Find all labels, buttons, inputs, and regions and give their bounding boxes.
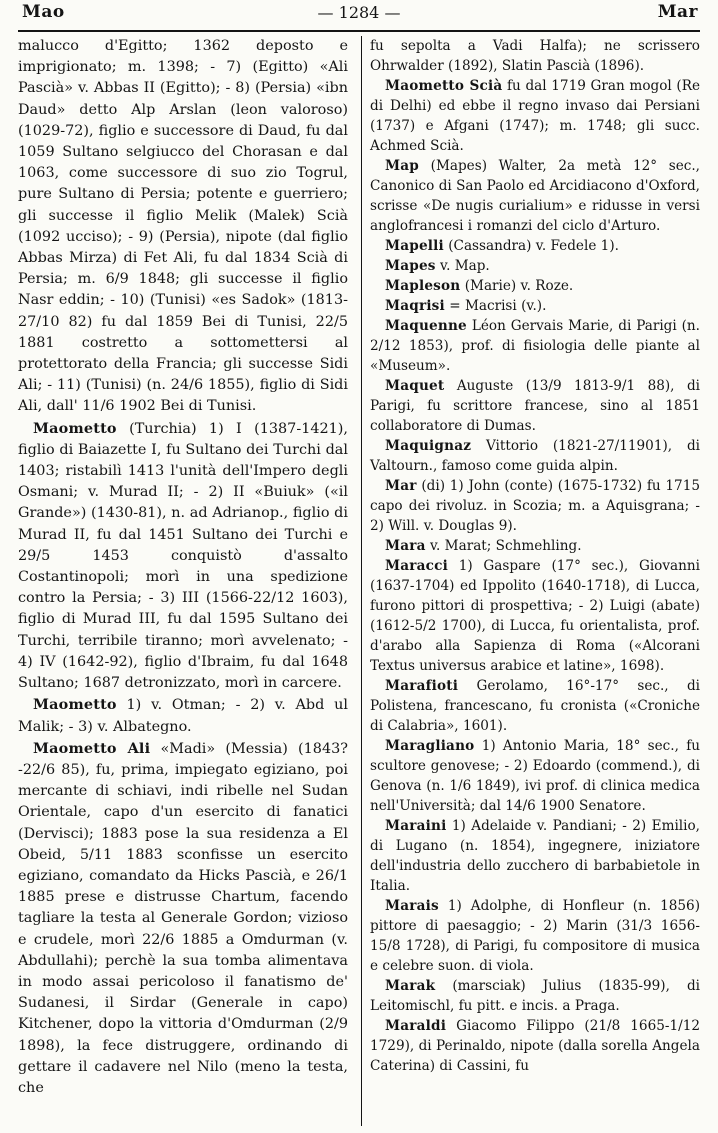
- entry-headword: Mapleson: [385, 278, 461, 294]
- entry-headword: Maquet: [385, 378, 445, 394]
- entry-headword: Maometto: [33, 696, 117, 714]
- entry-text: (Marie) v. Roze.: [464, 278, 574, 294]
- entry-marais: [370, 896, 700, 976]
- entry-headword: Marak: [385, 978, 436, 994]
- entry-headword: Marais: [385, 898, 439, 914]
- entry-text: Léon Gervais Marie, di Parigi (n. 2/12 1853), prof. di fisiologia delle piante al «Museum».: [370, 318, 701, 374]
- entry-headword: Marafioti: [385, 678, 459, 694]
- entry-marak: [370, 976, 700, 1016]
- entry-text: (Mapes) Walter, 2a metà 12° sec., Canonico di San Paolo ed Arcidiacono d'Oxford, scrisse «De nugis curialium» e ridusse in versi anglofrancesi i romanzi del ciclo d'Arturo.: [370, 158, 700, 234]
- entry-mara: [370, 536, 700, 556]
- entry-mapleson: [370, 276, 700, 296]
- entry-text: 1) Adolphe, di Honfleur (n. 1856) pittore di paesaggio; - 2) Marin (31/3 1656-15/8 1728), di Parigi, fu compositore di musica e celebre suon. di viola.: [370, 898, 700, 974]
- entry-maracci: [370, 556, 700, 676]
- page-header: [0, 0, 718, 30]
- entry-text: Vittorio (1821-27/11901), di Valtourn., famoso come guida alpin.: [370, 438, 700, 474]
- entry-headword: Mara: [385, 538, 426, 554]
- entry-text: 1) Adelaide v. Pandiani; - 2) Emilio, di Lugano (n. 1854), ingegnere, iniziatore dell'industria dello zucchero di barbabietole in Italia.: [370, 818, 701, 894]
- entry-headword: Maraini: [385, 818, 447, 834]
- left-column: [18, 36, 348, 1099]
- right-column: [370, 36, 700, 1076]
- entry-text: Giacomo Filippo (21/8 1665-1/12 1729), di Perinaldo, nipote (dalla sorella Angela Caterina) di Cassini, fu: [370, 1018, 700, 1074]
- entry-marafioti: [370, 676, 700, 736]
- header-rule: [18, 30, 700, 32]
- entry-headword: Maometto Scià: [385, 78, 503, 94]
- entry-maragliano: [370, 736, 700, 816]
- entry-maometto-turchia: [18, 418, 348, 695]
- header-right-keyword: Mar: [657, 2, 698, 22]
- entry-text: 1) Gaspare (17° sec.), Giovanni (1637-1704) ed Ippolito (1640-1718), di Lucca, furono pittori di prospettiva; - 2) Luigi (abate) (1612-5/2 1700), di Lucca, fu orientalista, prof. d'arabo alla Sapienza di Roma («Alcorani Textus universus arabice et latine», 1698).: [370, 558, 700, 674]
- entry-text: v. Map.: [440, 258, 490, 274]
- entry-maquignaz: [370, 436, 700, 476]
- entry-headword: Maquignaz: [385, 438, 472, 454]
- entry-mapelli: [370, 236, 700, 256]
- entry-maquet: [370, 376, 700, 436]
- continued-entry: fu sepolta a Vadi Halfa); ne scrissero Ohrwalder (1892), Slatin Pascià (1896).: [370, 38, 700, 74]
- entry-headword: Maometto: [33, 419, 117, 437]
- entry-maometto: [18, 694, 348, 737]
- entry-maometto-scia: [370, 76, 700, 156]
- entry-mar: [370, 476, 700, 536]
- entry-mapes: [370, 256, 700, 276]
- entry-headword: Maragliano: [385, 738, 475, 754]
- entry-headword: Mapelli: [385, 238, 444, 254]
- continued-entry: malucco d'Egitto; 1362 deposto e imprigionato; m. 1398; - 7) (Egitto) «Ali Pascià» v. Abbas II (Egitto); - 8) (Persia) «ibn Daud» detto Alp Arslan (leon valoroso) (1029-72), figlio e successore di Daud, fu dal 1059 Sultano selgiucco del Chorasan e dal 1063, come successore di suo zio Togrul, pure Sultano di Persia; potente e guerriero; gli successe il figlio Melik (Malek) Scià (1092 ucciso); - 9) (Persia), nipote (dal figlio Abbas Mirza) di Fet Ali, fu dal 1834 Scià di Persia; m. 6/9 1848; gli successe il figlio Nasr eddin; - 10) (Tunisi) «es Sadok» (1813-27/10 82) fu dal 1859 Bei di Tunisi, 22/5 1881 costretto a sottomettersi al protettorato della Francia; gli successe Sidi Ali; - 11) (Tunisi) (n. 24/6 1855), figlio di Sidi Ali, dall' 11/6 1902 Bei di Tunisi.: [18, 38, 348, 415]
- page-number: — 1284 —: [317, 3, 401, 22]
- entry-headword: Mapes: [385, 258, 436, 274]
- entry-text: 1) Antonio Maria, 18° sec., fu scultore genovese; - 2) Edoardo (commend.), di Genova (n. 1/6 1849), ivi prof. di clinica medica nell'Università; dal 14/6 1900 Senatore.: [370, 738, 700, 814]
- entry-text: (Cassandra) v. Fedele 1).: [448, 238, 619, 254]
- entry-text: (di) 1) John (conte) (1675-1732) fu 1715 capo dei rivoluz. in Scozia; m. a Aquisgrana; - 2) Will. v. Douglas 9).: [370, 478, 700, 534]
- entry-text: 1) v. Otman; - 2) v. Abd ul Malik; - 3) v. Albategno.: [18, 697, 349, 735]
- entry-text: v. Marat; Schmehling.: [429, 538, 582, 554]
- entry-maquenne: [370, 316, 700, 376]
- column-divider: [361, 36, 362, 1126]
- entry-maraldi: [370, 1016, 700, 1076]
- entry-headword: Maqrisi: [385, 298, 445, 314]
- header-left-keyword: Mao: [22, 2, 65, 22]
- entry-text: Gerolamo, 16°-17° sec., di Polistena, francescano, fu cronista («Croniche di Calabria», 1601).: [370, 678, 700, 734]
- entry-text: (Turchia) 1) I (1387-1421), figlio di Baiazette I, fu Sultano dei Turchi dal 1403; ristabilì 1413 l'unità dell'Impero degli Osmani; v. Murad II; - 2) II «Buiuk» («il Grande») (1430-81), n. ad Adrianop., figlio di Murad II, fu dal 1451 Sultano dei Turchi e 29/5 1453 conquistò d'assalto Costantinopoli; morì in una spedizione contro la Persia; - 3) III (1566-22/12 1603), figlio di Murad III, fu dal 1595 Sultano dei Turchi, terribile tiranno; morì avvelenato; - 4) IV (1642-92), figlio d'Ibraim, fu dal 1648 Sultano; 1687 detronizzato, morì in carcere.: [18, 420, 348, 692]
- entry-headword: Maquenne: [385, 318, 467, 334]
- entry-headword: Map: [385, 158, 419, 174]
- entry-headword: Maometto Ali: [33, 739, 151, 757]
- entry-text: «Madi» (Messia) (1843?-22/6 85), fu, prima, impiegato egiziano, poi mercante di schiavi, indi ribelle nel Sudan Orientale, capo d'un esercito di fanatici (Dervisci); 1883 pose la sua residenza a El Obeid, 5/11 1883 sconfisse un esercito egiziano, comandato da Hicks Pascià, e 26/1 1885 prese e distrusse Chartum, facendo tagliare la testa al Generale Gordon; vizioso e crudele, morì 22/6 1885 a Omdurman (v. Abdullahi); perchè la sua tomba alimentava in modo assai pericoloso il fanatismo de' Sudanesi, il Sirdar (Generale in capo) Kitchener, dopo la vittoria d'Omdurman (2/9 1898), la fece distruggere, ordinando di gettare il cadavere nel Nilo (meno la testa, che: [18, 740, 348, 1096]
- entry-text: fu dal 1719 Gran mogol (Re di Delhi) ed ebbe il regno invaso dai Persiani (1737) e Afgani (1747); m. 1748; gli succ. Achmed Scià.: [370, 78, 700, 154]
- entry-maometto-ali: [18, 738, 348, 1099]
- entry-maraini: [370, 816, 700, 896]
- entry-text: Auguste (13/9 1813-9/1 88), di Parigi, fu scrittore francese, sino al 1851 collaboratore di Dumas.: [370, 378, 700, 434]
- entry-headword: Mar: [385, 478, 417, 494]
- entry-headword: Maracci: [385, 558, 448, 574]
- entry-maqrisi: [370, 296, 700, 316]
- entry-text: = Macrisi (v.).: [449, 298, 547, 314]
- entry-headword: Maraldi: [385, 1018, 447, 1034]
- entry-text: (marsciak) Julius (1835-99), di Leitomischl, fu pitt. e incis. a Praga.: [370, 978, 701, 1014]
- entry-map: [370, 156, 700, 236]
